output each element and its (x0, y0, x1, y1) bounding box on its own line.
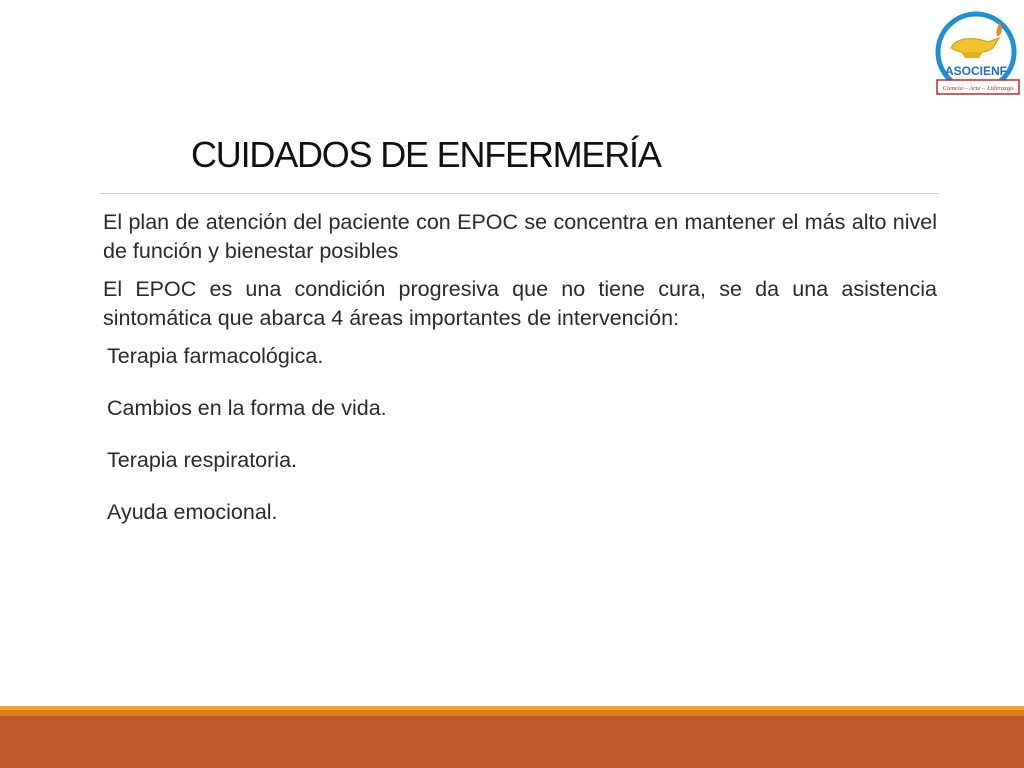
list-item: Cambios en la forma de vida. (107, 396, 387, 420)
paragraph-epoc-condition: El EPOC es una condición progresiva que no tiene cura, se da una asistencia sintomática que abarca 4 áreas importantes de intervención: (103, 277, 937, 330)
intervention-list (103, 342, 937, 527)
slide-body (103, 208, 937, 550)
list-item: Terapia farmacológica. (107, 344, 324, 368)
footer-bar (0, 716, 1024, 768)
list-item: Terapia respiratoria. (107, 448, 298, 472)
paragraph-care-plan: El plan de atención del paciente con EPOC se concentra en mantener el más alto nivel de función y bienestar posibles (103, 210, 937, 263)
asocienf-logo (933, 8, 1021, 100)
title-divider (100, 193, 938, 194)
list-item: Ayuda emocional. (107, 500, 278, 524)
logo-name: ASOCIENF (944, 64, 1008, 78)
logo-motto: Ciencia – Arte – Liderazgo (942, 85, 1014, 92)
slide-title: CUIDADOS DE ENFERMERÍA (191, 134, 661, 175)
